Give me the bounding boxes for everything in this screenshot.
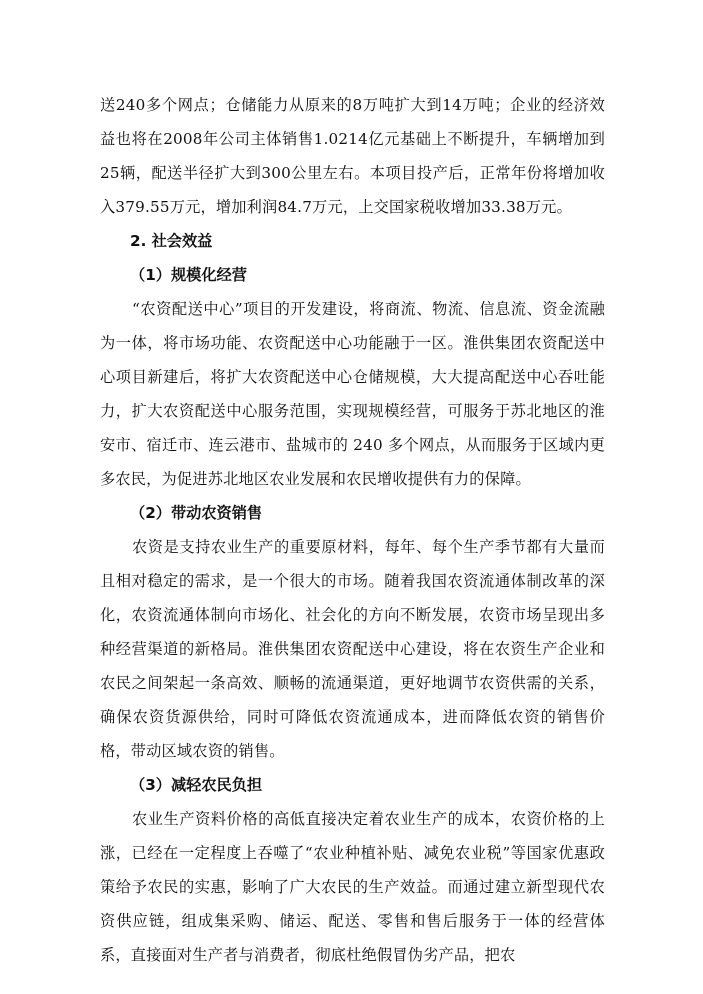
document-body [100,88,605,972]
scale-operation-paragraph: “农资配送中心”项目的开发建设，将商流、物流、信息流、资金流融为一体，将市场功能、农资配送中心功能融于一区。淮供集团农资配送中心项目新建后，将扩大农资配送中心仓储规模，大大提高配送中心吞吐能力，扩大农资配送中心服务范围，实现规模经营，可服务于苏北地区的淮安市、宿迁市、连云港市、盐城市的 240 多个网点，从而服务于区域内更多农民，为促进苏北地区农业发展和农民增收提供有力的保障。 [100,300,605,488]
drive-sales-heading: （2）带动农资销售 [130,504,263,522]
drive-sales-paragraph: 农资是支持农业生产的重要原材料，每年、每个生产季节都有大量而且相对稳定的需求，是一个很大的市场。随着我国农资流通体制改革的深化，农资流通体制向市场化、社会化的方向不断发展，农资市场呈现出多种经营渠道的新格局。淮供集团农资配送中心建设，将在农资生产企业和农民之间架起一条高效、顺畅的流通渠道，更好地调节农资供需的关系，确保农资货源供给，同时可降低农资流通成本，进而降低农资的销售价格，带动区域农资的销售。 [100,538,605,760]
reduce-burden-heading: （3）减轻农民负担 [130,776,263,794]
social-benefit-heading: 2. 社会效益 [130,232,213,250]
reduce-burden-paragraph: 农业生产资料价格的高低直接决定着农业生产的成本，农资价格的上涨，已经在一定程度上吞噬了“农业种植补贴、减免农业税”等国家优惠政策给予农民的实惠，影响了广大农民的生产效益。而通过建立新型现代农资供应链，组成集采购、储运、配送、零售和售后服务于一体的经营体系，直接面对生产者与消费者，彻底杜绝假冒伪劣产品，把农 [100,810,605,964]
scale-operation-heading: （1）规模化经营 [130,266,247,284]
economic-benefit-paragraph: 送240多个网点；仓储能力从原来的8万吨扩大到14万吨；企业的经济效益也将在2008年公司主体销售1.0214亿元基础上不断提升，车辆增加到25辆，配送半径扩大到300公里左右。本项目投产后，正常年份将增加收入379.55万元，增加利润84.7万元，上交国家税收增加33.38万元。 [100,96,605,216]
